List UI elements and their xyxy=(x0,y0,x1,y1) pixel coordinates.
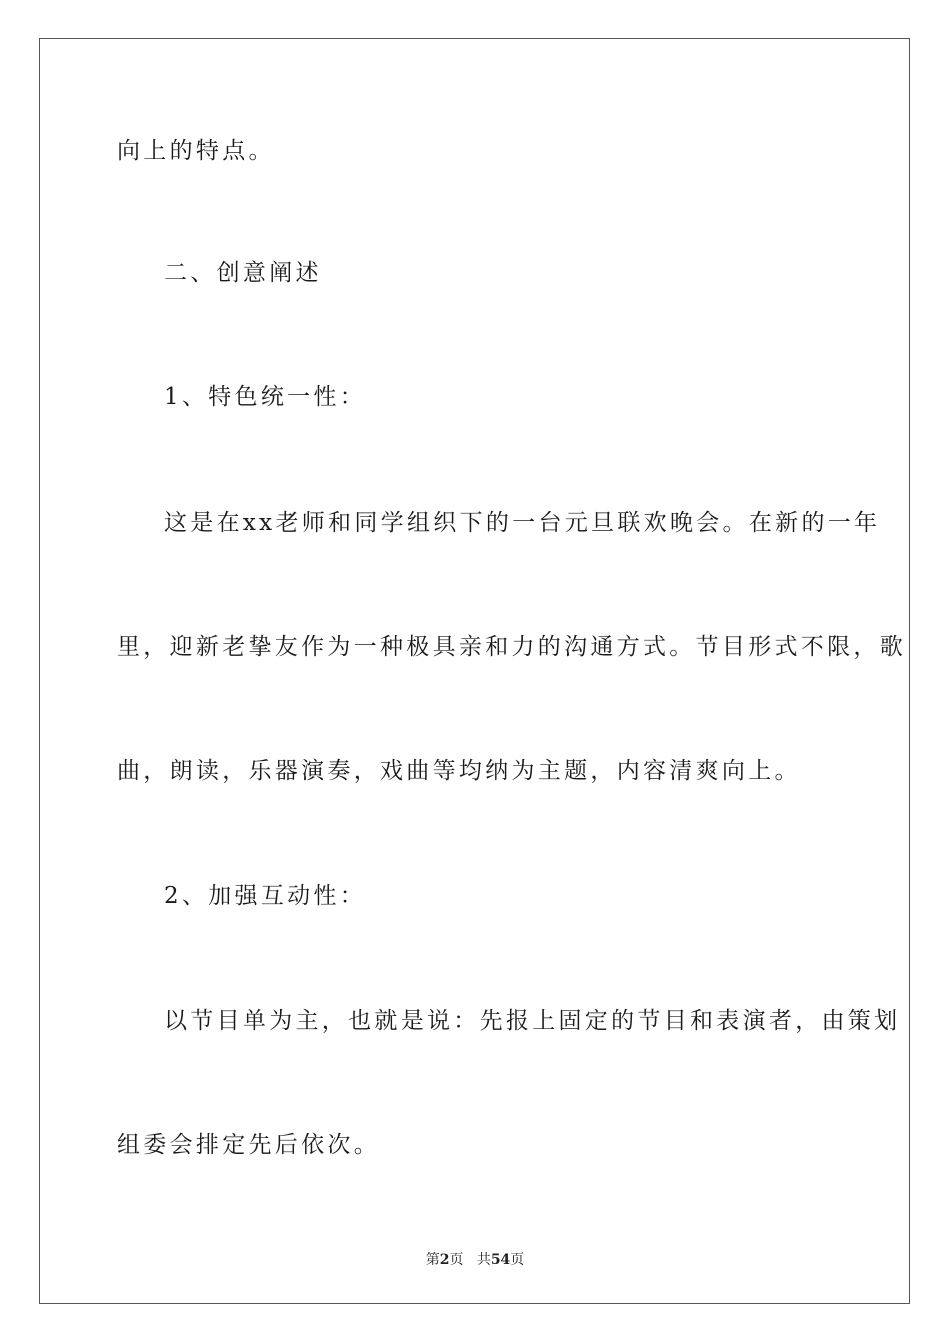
footer-total-suffix: 页 xyxy=(510,1252,525,1268)
paragraph-line-8: 以节目单为主，也就是说：先报上固定的节目和表演者，由策划 xyxy=(164,1008,901,1034)
footer-total-prefix: 共 xyxy=(476,1252,491,1268)
subheading-interaction: 2、加强互动性： xyxy=(164,883,367,909)
page-border xyxy=(39,38,910,1304)
footer-page-suffix: 页 xyxy=(449,1252,464,1268)
page-footer xyxy=(0,1249,950,1269)
section-heading-creative: 二、创意阐述 xyxy=(164,260,322,286)
paragraph-line-4: 这是在xx老师和同学组织下的一台元旦联欢晚会。在新的一年 xyxy=(164,510,881,536)
paragraph-line-9: 组委会排定先后依次。 xyxy=(117,1132,380,1158)
footer-total-pages: 54 xyxy=(490,1252,511,1268)
subheading-unity: 1、特色统一性： xyxy=(164,384,367,410)
footer-page-prefix: 第 xyxy=(425,1252,440,1268)
paragraph-line-5: 里，迎新老挚友作为一种极具亲和力的沟通方式。节目形式不限，歌 xyxy=(117,634,906,660)
footer-page-number: 2 xyxy=(439,1252,450,1268)
paragraph-line-1: 向上的特点。 xyxy=(117,138,275,164)
paragraph-line-6: 曲，朗读，乐器演奏，戏曲等均纳为主题，内容清爽向上。 xyxy=(117,758,801,784)
